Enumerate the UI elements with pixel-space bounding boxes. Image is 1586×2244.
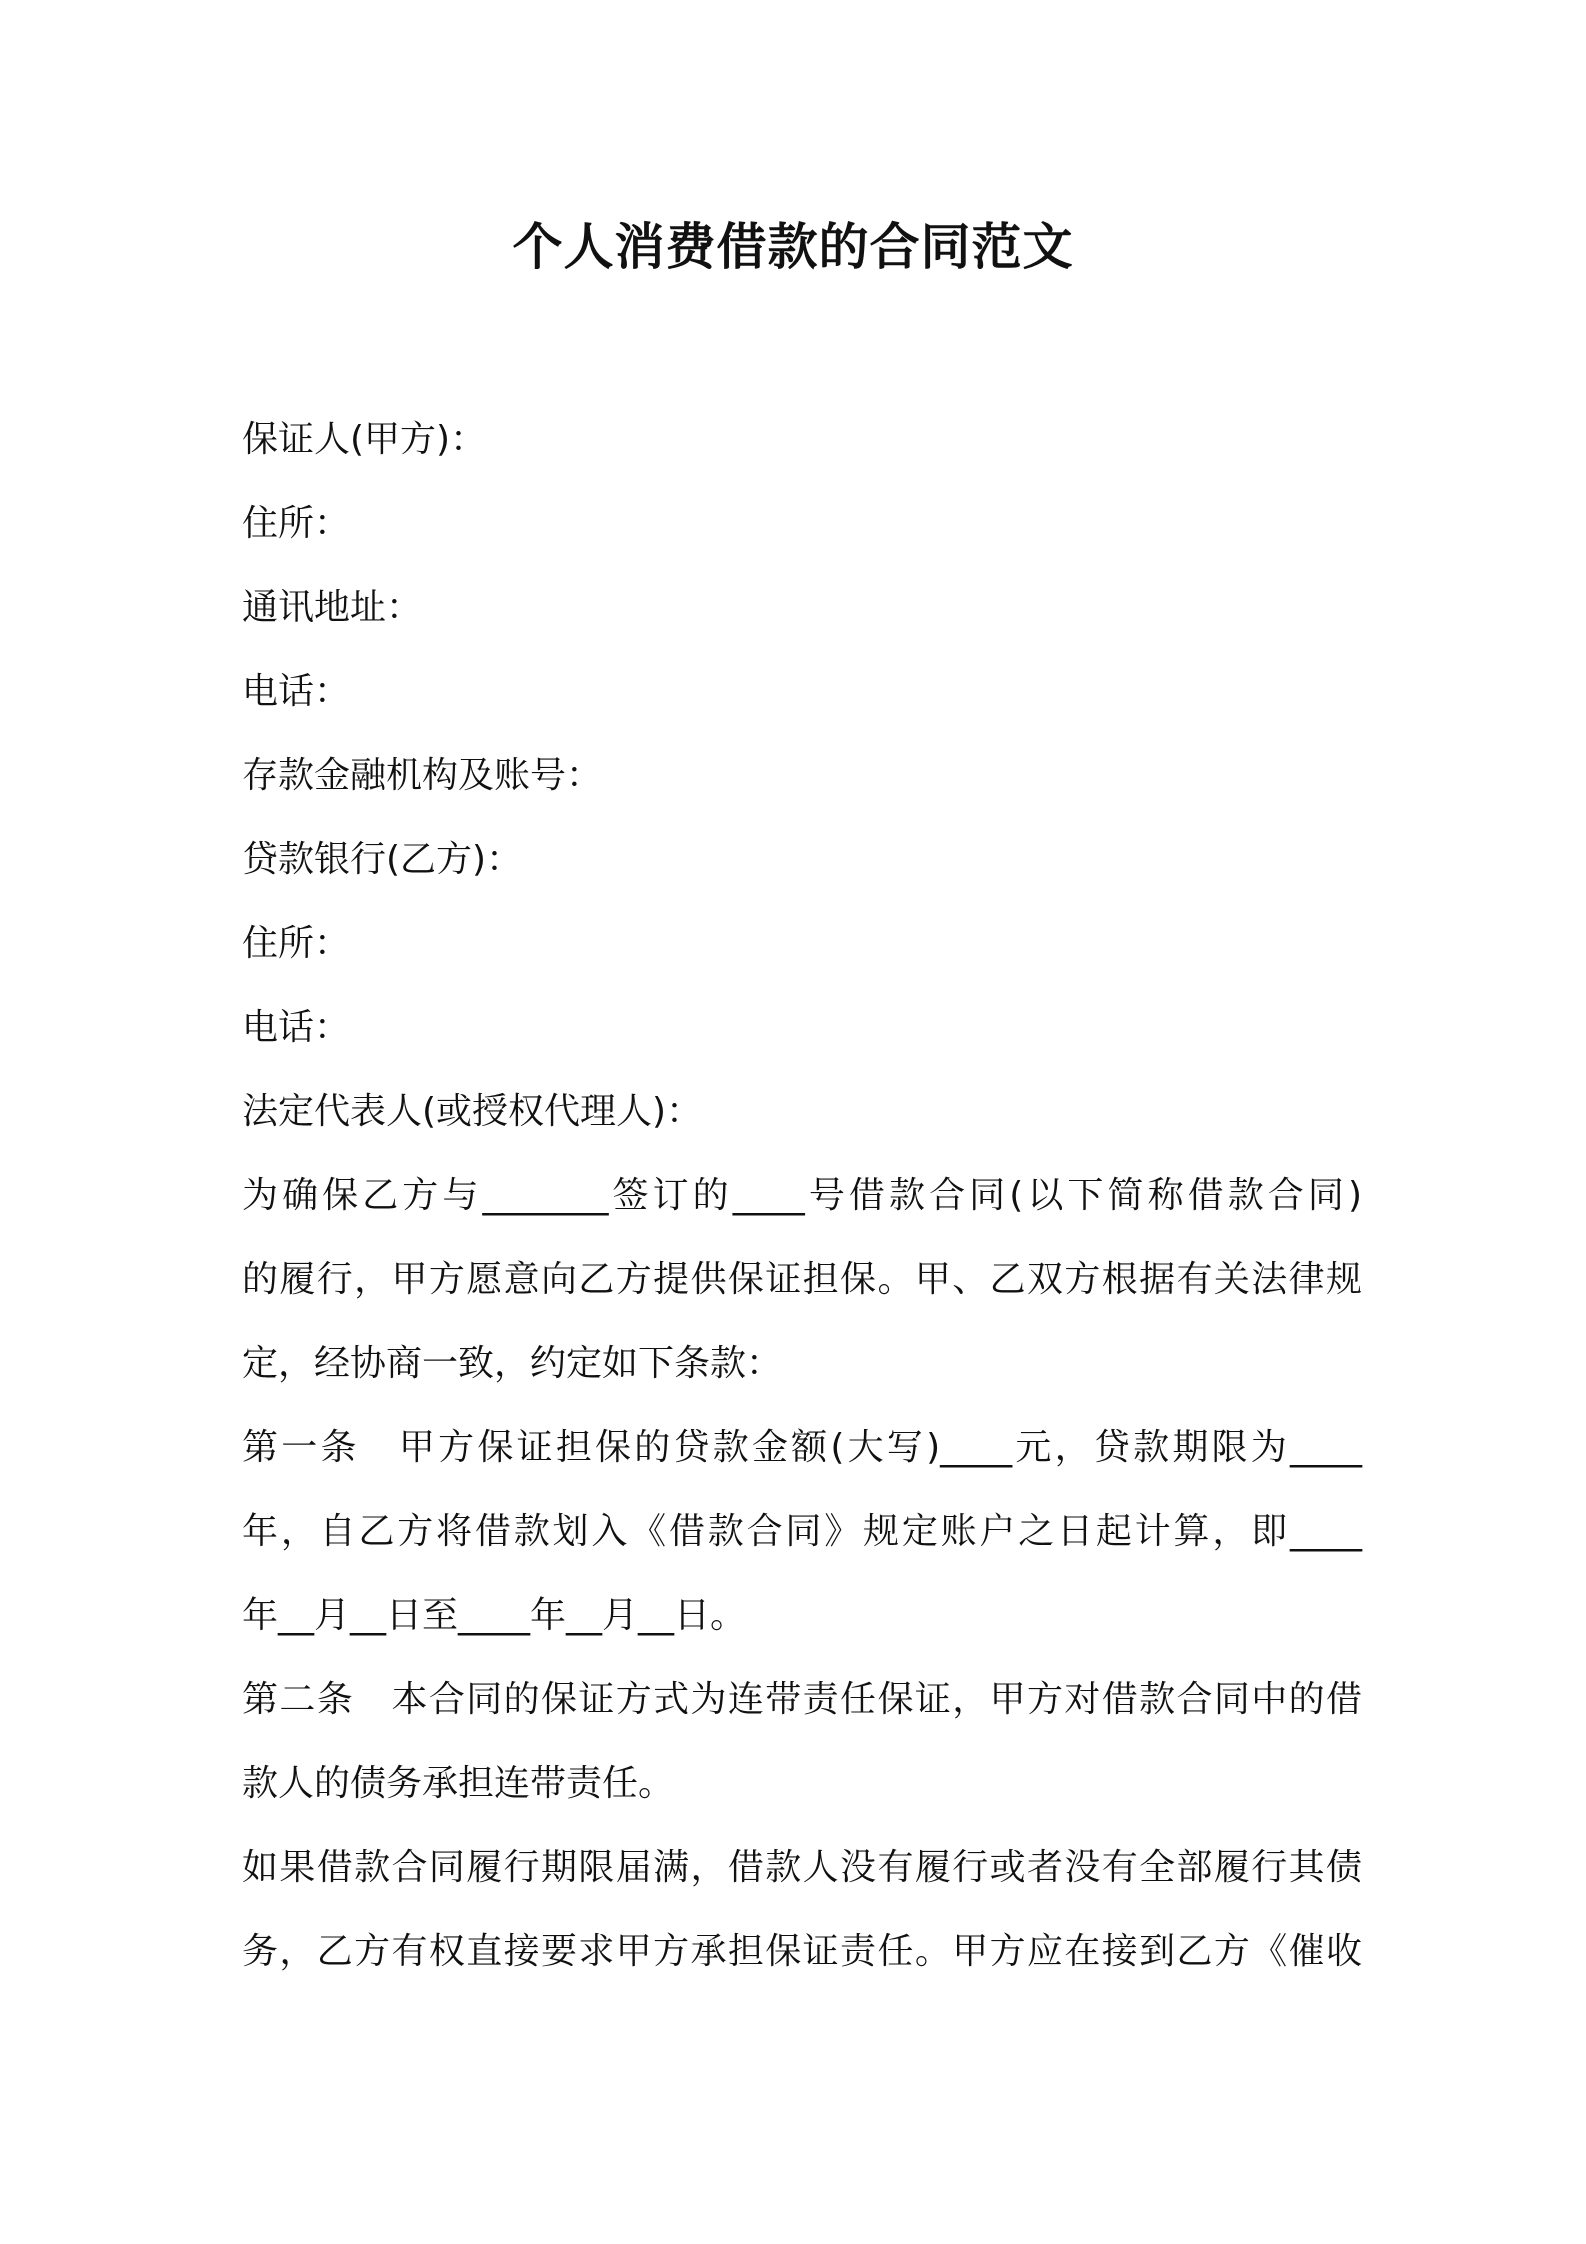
guarantor-residence-line: 住所： xyxy=(242,503,351,544)
document-body xyxy=(242,398,1362,1994)
article-one-line: 第一条 甲方保证担保的贷款金额(大写)____元，贷款期限为____ xyxy=(242,1427,1362,1468)
paragraph-line: 为确保乙方与_______签订的____号借款合同(以下简称借款合同) xyxy=(242,1175,1362,1216)
article-two-line: 款人的债务承担连带责任。 xyxy=(242,1763,675,1804)
guarantor-phone-line: 电话： xyxy=(242,671,351,712)
legal-representative-line: 法定代表人(或授权代理人)： xyxy=(242,1091,703,1132)
guarantor-address-line: 通讯地址： xyxy=(242,587,423,628)
paragraph-line: 务，乙方有权直接要求甲方承担保证责任。甲方应在接到乙方《催收 xyxy=(242,1931,1362,1972)
lender-bank-line: 贷款银行(乙方)： xyxy=(242,839,523,880)
lender-residence-line: 住所： xyxy=(242,923,351,964)
guarantor-line: 保证人(甲方)： xyxy=(242,419,487,460)
paragraph-line: 如果借款合同履行期限届满，借款人没有履行或者没有全部履行其债 xyxy=(242,1847,1362,1888)
paragraph-line: 的履行，甲方愿意向乙方提供保证担保。甲、乙双方根据有关法律规 xyxy=(242,1259,1362,1300)
article-two-line: 第二条 本合同的保证方式为连带责任保证，甲方对借款合同中的借 xyxy=(242,1679,1362,1720)
article-one-line: 年，自乙方将借款划入《借款合同》规定账户之日起计算，即____ xyxy=(242,1511,1362,1552)
document-title: 个人消费借款的合同范文 xyxy=(512,218,1074,276)
article-one-line: 年__月__日至____年__月__日。 xyxy=(242,1595,747,1636)
guarantor-bank-account-line: 存款金融机构及账号： xyxy=(242,755,603,796)
paragraph-line: 定，经协商一致，约定如下条款： xyxy=(242,1343,783,1384)
lender-phone-line: 电话： xyxy=(242,1007,351,1048)
